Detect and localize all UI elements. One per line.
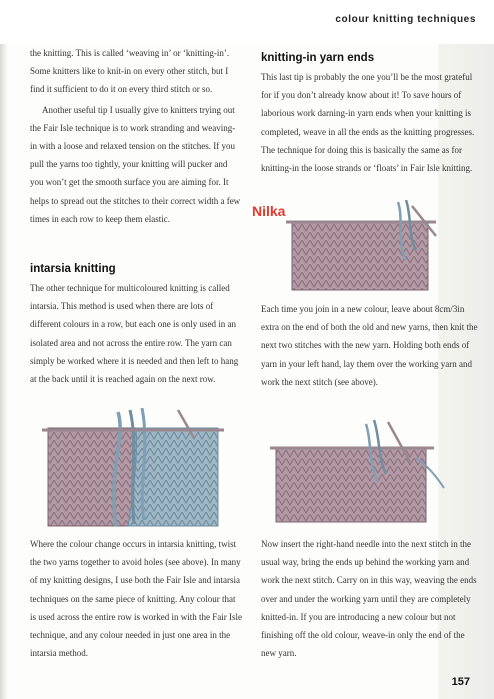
right-paragraph-2: Each time you join in a new colour, leave about 8cm/3in extra on the end of both the old and new yarns, then knit the next two stitches with the new yarn. Holding both ends of yarn in your left hand, lay them over the working yarn and work the next stitch (see above).	[261, 304, 478, 387]
right-paragraph-1: This last tip is probably the one you’ll be the most grateful for if you don’t already know about it! To save hours of laborious work darning-in yarn ends when your knitting is completed, weave in all the ends as the knitting progresses. The technique for doing this is basically the same as for knitting-in the loose strands or ‘floats’ in Fair Isle knitting.	[261, 72, 475, 174]
right-column-bottom	[261, 535, 479, 662]
left-paragraph-2: Another useful tip I usually give to knitters trying out the Fair Isle technique is to work stranding and weaving-in with a loose and relaxed tension on the stitches. If you pull the yarns too tightly, your knitting will pucker and you won’t get the smooth surface you are aiming for. It helps to spread out the stitches to their correct width a few times in each row to keep them elastic.	[30, 104, 241, 224]
right-paragraph-3: Now insert the right-hand needle into the next stitch in the usual way, bring the ends up behind the working yarn and work the next stitch. Carry on in this way, weaving the ends over and under the working yarn until they are completely knitted-in. If you are introducing a new colour but not finishing off the old colour, weave-in only the end of the new yarn.	[261, 539, 477, 659]
left-paragraph-4: Where the colour change occurs in intarsia knitting, twist the two yarns together to avoid holes (see above). In many of my knitting designs, I use both the Fair Isle and intarsia techniques on the same piece of knitting. Any colour that is used across the entire row is worked in with the Fair Isle technique, and any colour needed in just one area in the intarsia method.	[30, 539, 242, 659]
running-head: colour knitting techniques	[335, 14, 476, 25]
left-column-top	[30, 44, 242, 228]
left-column-bottom	[30, 535, 242, 662]
right-column-top	[261, 68, 479, 177]
knitting-in-illustration-2	[270, 418, 448, 528]
left-paragraph-3: The other technique for multicoloured knitting is called intarsia. This method is used when there are lots of different colours in a row, but each one is only used in an isolated area and not across the entire row. The yarn can simply be worked where it is needed and then left to hang at the back until it is reached again on the next row.	[30, 283, 239, 385]
right-column-middle	[261, 300, 479, 391]
intarsia-heading: intarsia knitting	[30, 263, 116, 275]
spine-shadow	[0, 0, 8, 699]
watermark-signature: Nilka	[252, 203, 286, 219]
page-number: 157	[451, 676, 470, 688]
left-column-middle	[30, 279, 242, 388]
knitting-in-heading: knitting-in yarn ends	[261, 52, 375, 64]
left-paragraph-1: the knitting. This is called ‘weaving in’ or ‘knitting-in’. Some knitters like to knit-in on every other stitch, but I find it sufficient to do it on every third stitch or so.	[30, 48, 230, 95]
knitting-in-illustration-1	[286, 200, 446, 296]
intarsia-illustration	[38, 408, 228, 530]
